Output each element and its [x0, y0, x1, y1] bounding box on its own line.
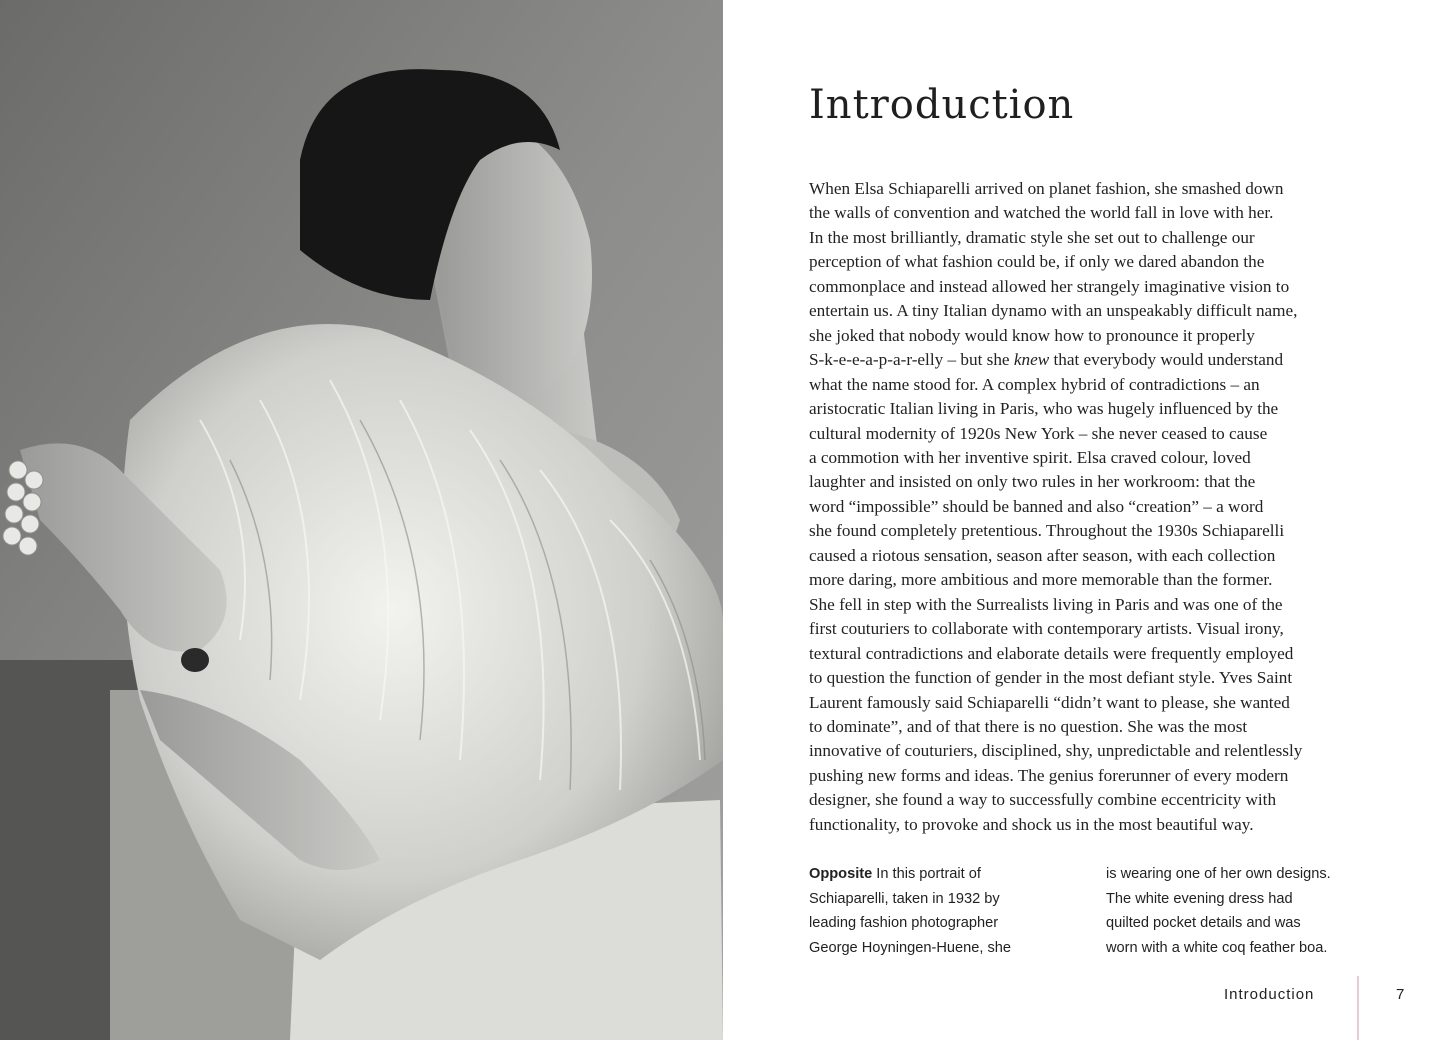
body-line: to question the function of gender in the most defiant style. Yves Saint [809, 668, 1293, 688]
body-line: word “impossible” should be banned and also “creation” – a word [809, 496, 1264, 516]
caption-line: quilted pocket details and was [1106, 915, 1301, 931]
body-line: she found completely pretentious. Throughout the 1930s Schiaparelli [809, 521, 1285, 541]
caption-line: leading fashion photographer [809, 915, 999, 931]
body-line: When Elsa Schiaparelli arrived on planet fashion, she smashed down [809, 179, 1284, 198]
body-line: Laurent famously said Schiaparelli “didn’t want to please, she wanted [809, 692, 1290, 712]
body-line-tail: that everybody would understand [1049, 350, 1284, 370]
caption-right [1106, 862, 1366, 960]
caption-line: is wearing one of her own designs. [1106, 866, 1331, 882]
body-line: entertain us. A tiny Italian dynamo with an unspeakably difficult name, [809, 301, 1298, 321]
body-line: laughter and insisted on only two rules in her workroom: that the [809, 472, 1256, 492]
body-line: perception of what fashion could be, if only we dared abandon the [809, 252, 1265, 272]
body-text [809, 177, 1354, 837]
italic-word: knew [1013, 350, 1050, 370]
body-line: designer, she found a way to successfully combine eccentricity with [809, 790, 1277, 810]
body-line: she joked that nobody would know how to pronounce it properly [809, 325, 1255, 345]
body-line: a commotion with her inventive spirit. Elsa craved colour, loved [809, 447, 1251, 467]
body-line: commonplace and instead allowed her strangely imaginative vision to [809, 276, 1290, 296]
body-line: innovative of couturiers, disciplined, shy, unpredictable and relentlessly [809, 741, 1303, 761]
page-title: Introduction [809, 82, 1075, 128]
body-line: pushing new forms and ideas. The genius forerunner of every modern [809, 765, 1289, 785]
body-line: the walls of convention and watched the world fall in love with her. [809, 203, 1274, 223]
caption-line-rest: In this portrait of [872, 866, 981, 882]
page-number: 7 [1396, 986, 1405, 1003]
body-line: to dominate”, and of that there is no question. She was the most [809, 716, 1248, 736]
caption-left [809, 862, 1059, 960]
running-head: Introduction [1224, 986, 1315, 1003]
body-line [809, 348, 1354, 372]
caption-line: The white evening dress had [1106, 890, 1293, 907]
body-line: She fell in step with the Surrealists living in Paris and was one of the [809, 594, 1283, 614]
caption-line: George Hoyningen-Huene, she [809, 939, 1012, 956]
body-line: In the most brilliantly, dramatic style she set out to challenge our [809, 227, 1255, 247]
caption-line: worn with a white coq feather boa. [1106, 939, 1328, 956]
body-line: what the name stood for. A complex hybrid of contradictions – an [809, 374, 1260, 394]
caption-line: Schiaparelli, taken in 1932 by [809, 890, 1000, 907]
body-line: more daring, more ambitious and more memorable than the former. [809, 570, 1273, 590]
body-line: first couturiers to collaborate with contemporary artists. Visual irony, [809, 619, 1284, 639]
folio-divider [1357, 976, 1359, 1040]
body-line: cultural modernity of 1920s New York – she never ceased to cause [809, 423, 1268, 443]
caption-label: Opposite [809, 866, 873, 882]
body-line-head: S-k-e-e-a-p-a-r-elly – but she [809, 350, 1014, 370]
body-line: functionality, to provoke and shock us in the most beautiful way. [809, 814, 1254, 834]
caption-line [809, 862, 1059, 887]
body-line: caused a riotous sensation, season after season, with each collection [809, 545, 1276, 565]
body-line: textural contradictions and elaborate details were frequently employed [809, 643, 1294, 663]
body-line: aristocratic Italian living in Paris, who was hugely influenced by the [809, 399, 1279, 419]
